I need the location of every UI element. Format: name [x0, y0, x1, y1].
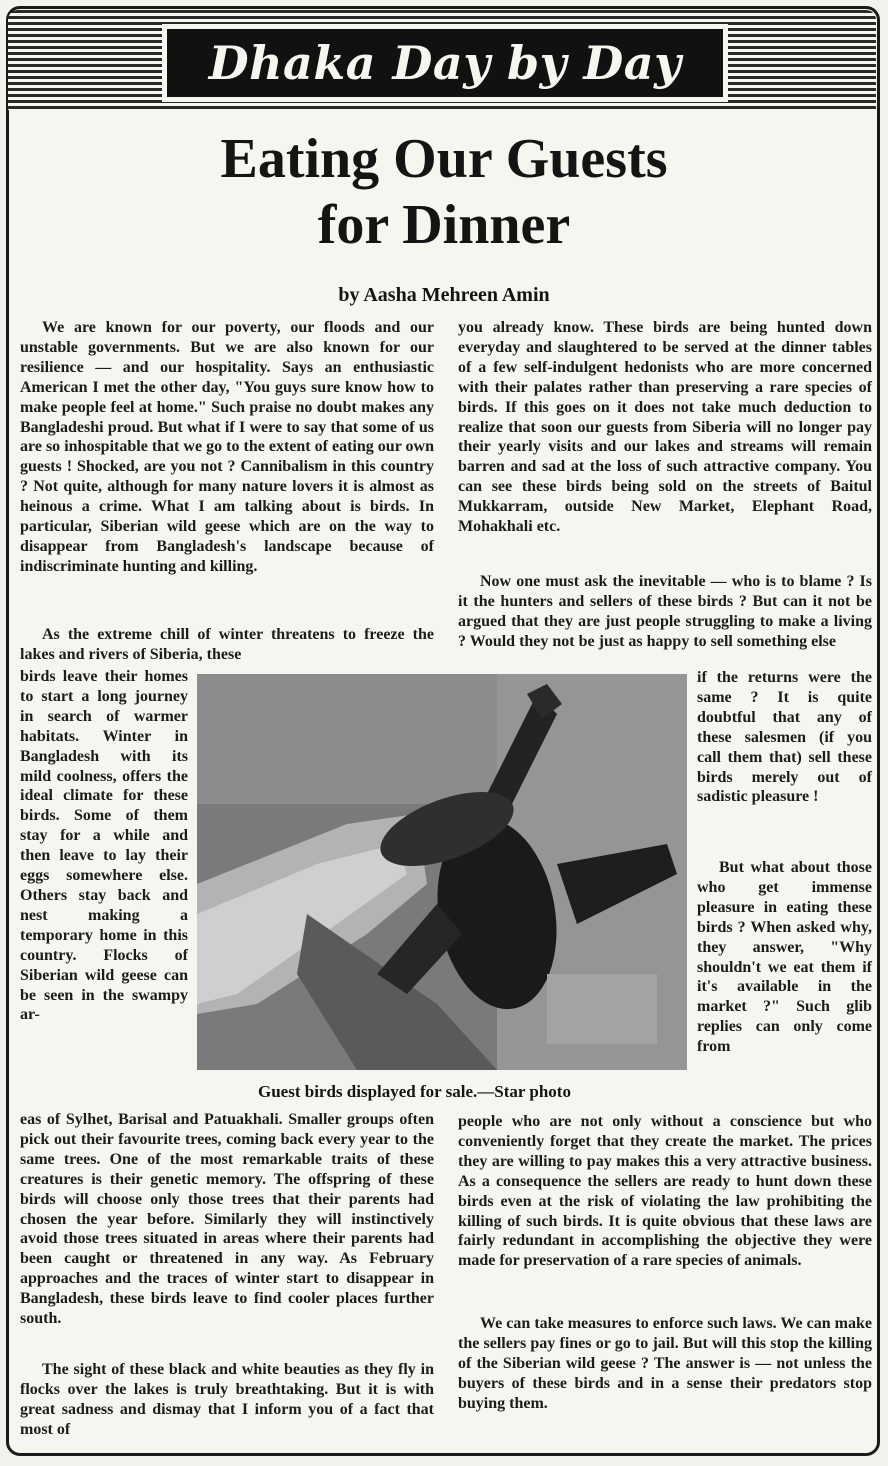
headline-line-2: for Dinner: [317, 194, 571, 256]
article-paragraph: As the extreme chill of winter threatens to freeze the lakes and rivers of Siberia, these: [20, 626, 434, 663]
article-paragraph-wrap: But what about those who get immense pleasure in eating these birds ? When asked why, they answer, "Why shouldn't we eat them if it's available in the market ?" Such glib replies can only come from: [697, 859, 872, 1056]
article-paragraph: people who are not only without a conscience but who conveniently forget that they create the market. The prices they are willing to pay makes this a very attractive business. As a consequence the sellers are ready to hunt down these birds even at the risk of violating the law prohibiting the killing of such birds. It is quite obvious that these laws are fairly redundant in accomplishing the objective they were made for preservation of a rare species of animals.: [458, 1113, 872, 1270]
article-paragraph: you already know. These birds are being hunted down everyday and slaughtered to be served at the dinner tables of a few self-indulgent hedonists who are more concerned with their palates rather than preserving a rare species of birds. If this goes on it does not take much deduction to realize that soon our guests from Siberia will no longer pay their yearly visits and our lakes and streams will remain barren and sad at the loss of such attractive company. You can see these birds being sold on the streets of Baitul Mukkarram, outside New Market, Elephant Road, Mohakhali etc.: [458, 319, 872, 536]
article-paragraph-wrap: birds leave their homes to start a long journey in search of warmer habitats. Winter in Bangladesh with its mild coolness, offers the ideal climate for these birds. Some of them stay for a while and then leave to lay their eggs somewhere else. Others stay back and nest making a temporary home in this country. Flocks of Siberian wild geese can be seen in the swampy ar-: [20, 668, 188, 1024]
article-paragraph: We can take measures to enforce such laws. We can make the sellers pay fines or go to jail. But will this stop the killing of the Siberian wild geese ? The answer is — not unless the buyers of these birds and in a sense their predators stop buying them.: [458, 1315, 872, 1412]
photo-caption: Guest birds displayed for sale.—Star photo: [258, 1082, 571, 1101]
article-paragraph-wrap: if the returns were the same ? It is quite doubtful that any of these salesmen (if you call them that) sell these birds merely out of sadistic pleasure !: [697, 669, 872, 806]
byline: by Aasha Mehreen Amin: [338, 284, 550, 306]
photo-birds-icon: [197, 674, 687, 1070]
headline: [0, 126, 888, 258]
article-paragraph: We are known for our poverty, our floods and our unstable governments. But we are also known for our resilience — and our hospitality. Says an enthusiastic American I met the other day, "You guys sure know how to make people feel at home." Such praise no doubt makes any Bangladeshi proud. But what if I were to say that some of us are so inhospitable that we go to the extent of eating our own guests ! Shocked, are you not ? Cannibalism in this country ? Not quite, although for many nature lovers it is almost as heinous a crime. What I am talking about is birds. In particular, Siberian wild geese which are on the way to disappear from Bangladesh's landscape because of indiscriminate hunting and killing.: [20, 319, 434, 575]
column-header: [162, 24, 728, 102]
article-paragraph: The sight of these black and white beauties as they fly in flocks over the lakes is truly breathtaking. But it is with great sadness and dismay that I inform you of a fact that most of: [20, 1361, 434, 1438]
headline-line-1: Eating Our Guests: [220, 128, 668, 190]
news-photo: [197, 674, 687, 1070]
column-name: Dhaka Day by Day: [208, 36, 682, 90]
article-paragraph: Now one must ask the inevitable — who is to blame ? Is it the hunters and sellers of these birds ? But can it not be argued that they are just people struggling to make a living ? Would they not be just as happy to sell something else: [458, 573, 872, 650]
article-paragraph: eas of Sylhet, Barisal and Patuakhali. Smaller groups often pick out their favourite trees, coming back every year to the same trees. One of the most remarkable traits of these creatures is their genetic memory. The offspring of these birds will choose only those trees that their parents had chosen the year before. Similarly they will instinctively avoid those trees situated in areas where their parents had been caught or threatened in any way. As February approaches and the traces of winter start to disappear in Bangladesh, these birds leave to find cooler places further south.: [20, 1111, 434, 1328]
